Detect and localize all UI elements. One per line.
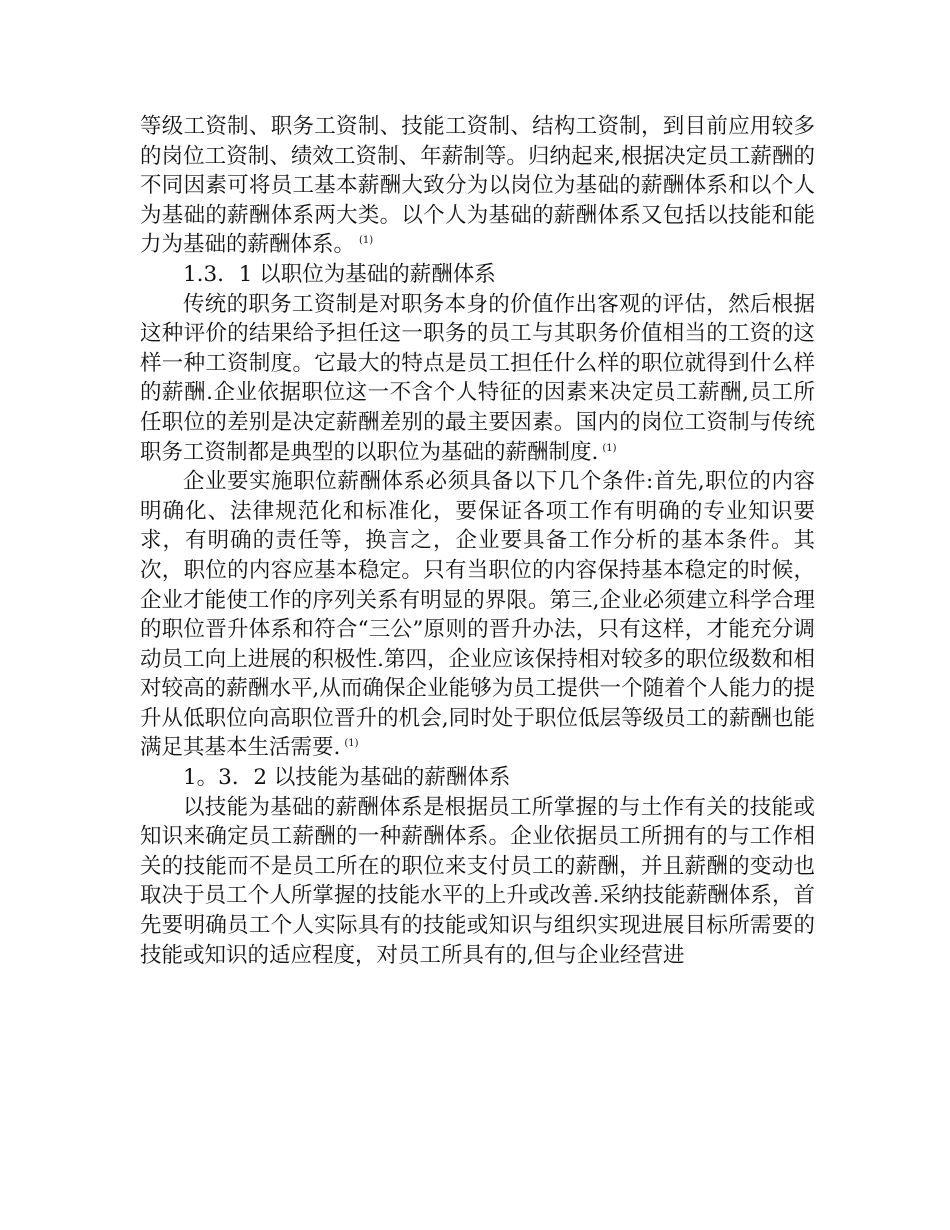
paragraph-3 <box>140 467 815 763</box>
paragraph-1-text: 等级工资制、职务工资制、技能工资制、结构工资制，到目前应用较多的岗位工资制、绩效工资制、年薪制等。归纳起来,根据决定员工薪酬的不同因素可将员工基本薪酬大致分为以岗位为基础的薪酬体系和以个人为基础的薪酬体系两大类。以个人为基础的薪酬体系又包括以技能和能力为基础的薪酬体系。 <box>140 114 815 258</box>
section-heading-1-3-2: 1。3．2 以技能为基础的薪酬体系 <box>183 765 511 791</box>
section-heading-1-3-1: 1.3．1 以职位为基础的薪酬体系 <box>183 261 496 287</box>
citation-marker: (1) <box>359 235 374 247</box>
paragraph-3-text: 企业要实施职位薪酬体系必须具备以下几个条件:首先,职位的内容明确化、法律规范化和标准化，要保证各项工作有明确的专业知识要求，有明确的责任等，换言之，企业要具备工作分析的基本条件。其次，职位的内容应基本稳定。只有当职位的内容保持基本稳定的时候，企业才能使工作的序列关系有明显的界限。第三,企业必须建立科学合理的职位晋升体系和符合“三公”原则的晋升办法，只有这样，才能充分调动员工向上进展的积极性.第四，企业应该保持相对较多的职位级数和相对较高的薪酬水平,从而确保企业能够为员工提供一个随着个人能力的提升从低职位向高职位晋升的机会,同时处于职位低层等级员工的薪酬也能满足其基本生活需要. <box>140 469 815 761</box>
paragraph-4: 以技能为基础的薪酬体系是根据员工所掌握的与土作有关的技能或知识来确定员工薪酬的一种薪酬体系。企业依据员工所拥有的与工作相关的技能而不是员工所在的职位来支付员工的薪酬，并且薪酬的变动也取决于员工个人所掌握的技能水平的上升或改善.采纳技能薪酬体系，首先要明确员工个人实际具有的技能或知识与组织实现进展目标所需要的技能或知识的适应程度，对员工所具有的,但与企业经营进 <box>140 794 815 968</box>
citation-marker: (1) <box>602 442 617 454</box>
document-body <box>140 112 815 970</box>
paragraph-2-text: 传统的职务工资制是对职务本身的价值作出客观的评估，然后根据这种评价的结果给予担任这一职务的员工与其职务价值相当的工资的这样一种工资制度。它最大的特点是员工担任什么样的职位就得到什么样的薪酬.企业依据职位这一不含个人特征的因素来决定员工薪酬,员工所任职位的差别是决定薪酬差别的最主要因素。国内的岗位工资制与传统职务工资制都是典型的以职位为基础的薪酬制度. <box>140 291 815 465</box>
paragraph-1 <box>140 112 815 260</box>
paragraph-2 <box>140 290 815 468</box>
citation-marker: (1) <box>344 738 359 750</box>
